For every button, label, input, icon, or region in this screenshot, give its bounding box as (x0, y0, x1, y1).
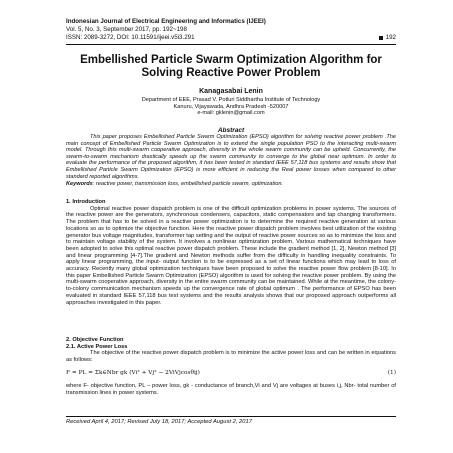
abstract-text: This paper proposes Embellished Particle Swarm Optimization (EPSO) algorithm for solving reactive power problem .The main concept of Embellished Particle Swarm Optimization is to extend the single population PSO to the interacting multi-swarm model. Through this multi-swarm cooperative approach, diversity in the whole swarm community can be upheld. Concurrently, the swarm-to-swarm mechanism drastically speeds up the swarm community to converge to the global near optimum. In order to evaluate the performance of the proposed algorithm, it has been tested in standard IEEE 57,118 bus systems and results show that Embellished Particle Swarm Optimization (EPSO) is more efficient in reducing the Real power losses when compared to other standard reported algorithms. (66, 134, 396, 180)
introduction-section (66, 199, 396, 306)
received-dates: Received April 4, 2017; Revised July 18, 2017; Accepted August 2, 2017 (66, 419, 252, 425)
section-heading: 2. Objective Function (66, 337, 124, 343)
footer-rule (66, 416, 396, 417)
introduction-text: Optimal reactive power dispatch problem is one of the difficult optimization problems in power systems. The sources of the reactive power are the generators, synchronous condensers, capacitors, static compensators and tap changing transformers. The problem that has to be solved in a reactive power optimization is to determine the required reactive generation at various locations so as to optimize the objective function. Here the reactive power dispatch problem involves best utilization of the existing generator bus voltage magnitudes, transformer tap setting and the output of reactive power sources so as to minimize the loss and to maintain voltage stability of the system. It involves a nonlinear optimization problem. Various mathematical techniques have been adopted to solve this optimal reactive power dispatch problem. These include the gradient method [1, 2], Newton method [3] and linear programming [4-7].The gradient and Newton methods suffer from the difficulty in handling inequality constraints. To apply linear programming, the input- output function is to be expressed as a set of linear functions which may lead to loss of accuracy. Recently many global optimization techniques have been proposed to solve the reactive power flow problem [8-10]. In this paper Embellished Particle Swarm Optimization (EPSO) algorithm is used for solving the reactive power problem. By using the multi-swarm cooperative approach, diversity in the entire swarm community can be maintained. While at the meantime, the colony-to-colony communication mechanism speeds up the convergence rate of global optimum . The performance of EPSO has been evaluated in standard IEEE 57,118 bus test systems and the results analysis shows that our proposed approach outperforms all approaches investigated in this paper. (66, 205, 396, 306)
author-email: e-mail: gklenin@gmail.com (197, 110, 265, 117)
author-name: Kanagasabai Lenin (199, 88, 263, 95)
abstract (66, 134, 396, 180)
keywords-text: : reactive power, transmission loss, embellished particle swarm, optimization. (92, 181, 283, 187)
page-number: 192 (385, 34, 396, 41)
abstract-heading: Abstract (217, 127, 245, 134)
square-icon (379, 36, 383, 40)
journal-name: Indonesian Journal of Electrical Engineering and Informatics (IJEEI) (66, 18, 266, 25)
where-text: where F- objective function, PL – power loss, gk - conductance of branch,Vi and Vj are voltages at buses i,j, Nbr- total number of transmission lines in power systems. (66, 383, 396, 396)
journal-header (66, 18, 396, 42)
issn-doi: ISSN: 2089-3272, DOI: 10.11591/ijeei.v5i3.291 (66, 34, 195, 41)
affiliation-line: Kanuru, Vijayawada, Andhra Pradesh -520007 (173, 103, 289, 110)
header-rule (66, 44, 396, 45)
section-heading: 1. Introduction (66, 199, 106, 205)
equation-formula: F = PL = Σk∈Nbr gk (Vi² + Vj² − 2ViVjcosθij) (66, 370, 200, 376)
subsection-heading: 2.1. Active Power Loss (66, 343, 128, 350)
affiliation-line: Department of EEE, Prasad V. Potluri Siddhartha Institute of Technology (141, 97, 321, 103)
objective-section (66, 337, 396, 364)
page-number-box (379, 34, 396, 42)
affiliation (66, 97, 396, 117)
equation-number: (1) (387, 370, 396, 376)
paper-title: Embellished Particle Swarm Optimization Algorithm for Solving Reactive Power Problem (80, 54, 382, 79)
keywords (66, 181, 396, 188)
volume-info: Vol. 5, No. 3, September 2017, pp. 192~198 (66, 26, 187, 33)
keywords-label: Keywords (66, 181, 93, 187)
objective-text: The objective of the reactive power dispatch problem is to minimize the active power loss and can be written in equations as follows: (66, 350, 396, 364)
equation-1 (66, 370, 396, 376)
where-clause (66, 383, 396, 396)
